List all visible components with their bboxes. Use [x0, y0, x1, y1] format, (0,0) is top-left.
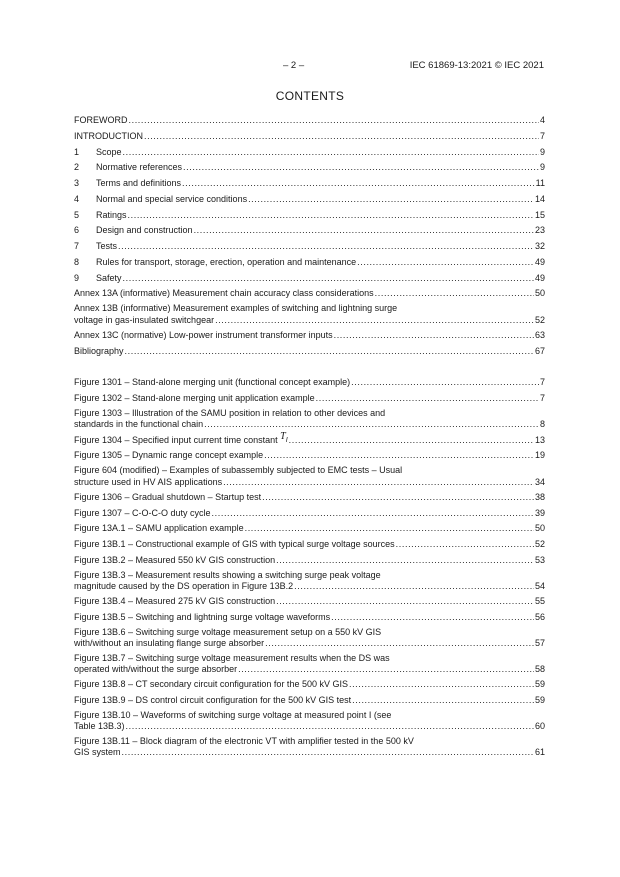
figure-entry[interactable]: Figure 13B.2 – Measured 550 kV GIS construction ..... 53 — [74, 554, 545, 567]
toc-entry[interactable]: Annex 13A (informative) Measurement chain accuracy class considerations ..... 50 — [74, 287, 545, 300]
figure-entry[interactable]: Figure 13B.7 – Switching surge voltage measurement results when the DS was operated with/without the surge absorber ..... 58 — [74, 653, 545, 676]
toc-entry[interactable]: 9 Safety ..... 49 — [74, 272, 545, 285]
toc-entry[interactable]: 3 Terms and definitions ..... 11 — [74, 177, 545, 190]
toc-entry[interactable]: 4 Normal and special service conditions ..... 14 — [74, 193, 545, 206]
table-of-contents — [74, 114, 545, 761]
figure-entry[interactable]: Figure 13B.5 – Switching and lightning surge voltage waveforms ..... 56 — [74, 611, 545, 624]
figure-entry[interactable]: Figure 604 (modified) – Examples of subassembly subjected to EMC tests – Usual structure used in HV AIS applications ..... 34 — [74, 465, 545, 488]
figure-entry[interactable]: Figure 1306 – Gradual shutdown – Startup test ..... 38 — [74, 491, 545, 504]
toc-entry[interactable]: INTRODUCTION ..... 7 — [74, 130, 545, 143]
toc-entry[interactable]: 8 Rules for transport, storage, erection, operation and maintenance ..... 49 — [74, 256, 545, 269]
figure-entry[interactable]: Figure 1304 – Specified input current time constant $T_I$ ..... 13 — [74, 434, 545, 447]
page-title: CONTENTS — [275, 89, 345, 103]
figure-entry[interactable]: Figure 13B.6 – Switching surge voltage measurement setup on a 550 kV GIS with/without an insulating flange surge absorber ..... 57 — [74, 627, 545, 650]
figure-entry[interactable]: Figure 13B.11 – Block diagram of the electronic VT with amplifier tested in the 500 kV GIS system ..... 61 — [74, 736, 545, 759]
figure-entry[interactable]: Figure 13B.10 – Waveforms of switching surge voltage at measured point I (see Table 13B.3) ..... 60 — [74, 710, 545, 733]
toc-entry[interactable]: 7 Tests ..... 32 — [74, 240, 545, 253]
toc-entry[interactable]: 1 Scope ..... 9 — [74, 146, 545, 159]
figure-entry[interactable]: Figure 13A.1 – SAMU application example ..... 50 — [74, 522, 545, 535]
toc-entry[interactable]: Bibliography ..... 67 — [74, 345, 545, 358]
figure-entry[interactable]: Figure 13B.4 – Measured 275 kV GIS construction ..... 55 — [74, 595, 545, 608]
figure-entry[interactable]: Figure 13B.9 – DS control circuit configuration for the 500 kV GIS test ..... 59 — [74, 694, 545, 707]
time-constant-symbol: T — [280, 430, 286, 442]
figure-entry[interactable]: Figure 1303 – Illustration of the SAMU position in relation to other devices and standards in the functional chain ..... 8 — [74, 408, 545, 431]
standard-reference: IEC 61869-13:2021 © IEC 2021 — [409, 60, 544, 71]
figure-entry[interactable]: Figure 13B.8 – CT secondary circuit configuration for the 500 kV GIS ..... 59 — [74, 678, 545, 691]
figure-entry[interactable]: Figure 13B.3 – Measurement results showing a switching surge peak voltage magnitude caused by the DS operation in Figure 13B.2 ..... 54 — [74, 570, 545, 593]
page-number: – 2 – — [283, 60, 305, 71]
toc-entry[interactable]: FOREWORD ..... 4 — [74, 114, 545, 127]
figure-entry[interactable]: Figure 1302 – Stand-alone merging unit application example ..... 7 — [74, 392, 545, 405]
figure-entry[interactable]: Figure 13B.1 – Constructional example of GIS with typical surge voltage sources ..... 52 — [74, 538, 545, 551]
toc-entry[interactable]: Annex 13B (informative) Measurement examples of switching and lightning surge voltage in gas-insulated switchgear ..... 52 — [74, 303, 545, 326]
figure-entry[interactable]: Figure 1301 – Stand-alone merging unit (functional concept example) ..... 7 — [74, 376, 545, 389]
toc-entry[interactable]: 2 Normative references ..... 9 — [74, 161, 545, 174]
figure-entry[interactable]: Figure 1305 – Dynamic range concept example ..... 19 — [74, 449, 545, 462]
toc-entry[interactable]: 5 Ratings ..... 15 — [74, 209, 545, 222]
toc-entry[interactable]: 6 Design and construction ..... 23 — [74, 224, 545, 237]
toc-entry[interactable]: Annex 13C (normative) Low-power instrument transformer inputs ..... 63 — [74, 329, 545, 342]
figure-entry[interactable]: Figure 1307 – C-O-C-O duty cycle ..... 39 — [74, 507, 545, 520]
